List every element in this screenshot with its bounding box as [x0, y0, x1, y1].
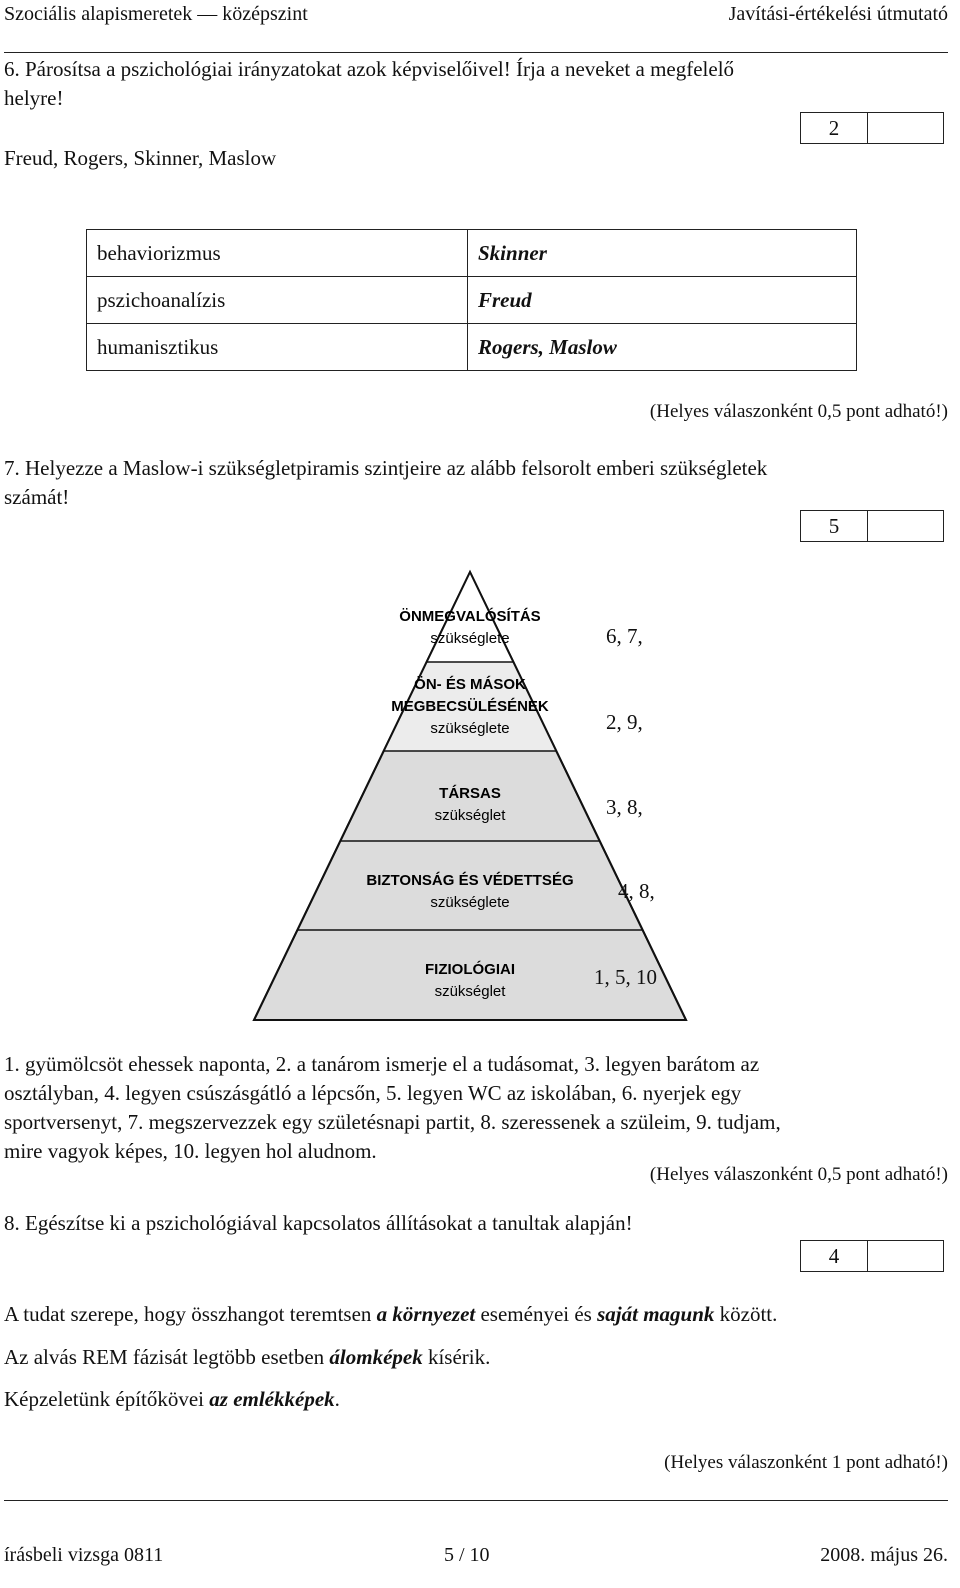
- q6-answer: Skinner: [468, 230, 857, 277]
- statement-answer: az emlékképek: [209, 1387, 335, 1411]
- footer-date: 2008. május 26.: [820, 1544, 948, 1566]
- level-subtitle: szükséglet: [434, 983, 506, 1000]
- q7-prompt-line1: 7. Helyezze a Maslow-i szükségletpiramis szintjeire az alább felsorolt emberi szükségletek: [4, 456, 768, 480]
- statement-answer: álomképek: [329, 1345, 423, 1369]
- statement-text: A tudat szerepe, hogy összhangot teremtsen: [4, 1302, 377, 1326]
- footer-rule: [4, 1500, 948, 1501]
- level-title: ÖN- ÉS MÁSOK: [414, 676, 526, 693]
- q6-term: humanisztikus: [87, 324, 468, 371]
- level-title: ÖNMEGVALÓSÍTÁS: [399, 608, 541, 625]
- statement-text: .: [334, 1387, 340, 1411]
- q8-statement-3: [4, 1387, 340, 1412]
- q6-answer: Freud: [468, 277, 857, 324]
- q6-scoring-note: (Helyes válaszonként 0,5 pont adható!): [649, 401, 948, 422]
- q6-answer: Rogers, Maslow: [468, 324, 857, 371]
- q8-score-box: [800, 1240, 944, 1272]
- q8-points: 4: [801, 1241, 868, 1271]
- level-title: BIZTONSÁG ÉS VÉDETTSÉG: [366, 872, 574, 889]
- q6-prompt-line1: 6. Párosítsa a pszichológiai irányzatokat azok képviselőivel! Írja a neveket a megfelelő: [4, 57, 735, 81]
- level-subtitle: szükséglete: [430, 720, 510, 737]
- footer-page-number: 5 / 10: [444, 1544, 490, 1566]
- q6-points: 2: [801, 113, 868, 143]
- level-subtitle: szükséglete: [430, 894, 510, 911]
- q6-term: behaviorizmus: [87, 230, 468, 277]
- level-answer: 6, 7,: [606, 624, 643, 648]
- statement-answer: a környezet: [376, 1302, 476, 1326]
- statement-text: Az alvás REM fázisát legtöbb esetben: [4, 1345, 330, 1369]
- level-subtitle: szükséglete: [430, 630, 510, 647]
- statement-answer: saját magunk: [597, 1302, 715, 1326]
- q7-needs-list-line: mire vagyok képes, 10. legyen hol aludnom.: [4, 1139, 377, 1163]
- level-title: FIZIOLÓGIAI: [425, 961, 515, 978]
- level-title-line2: MEGBECSÜLÉSÉNEK: [391, 698, 549, 715]
- q7-prompt-line2: számát!: [4, 485, 70, 509]
- header-guide-title: Javítási-értékelési útmutató: [728, 3, 948, 25]
- q8-statement-2: [4, 1345, 490, 1370]
- q7-points: 5: [801, 511, 868, 541]
- q7-needs-list-line: sportversenyt, 7. megszervezzek egy születésnapi partit, 8. szeressenek a szüleim, 9. tudjam,: [4, 1110, 781, 1134]
- level-answer: 3, 8,: [606, 795, 643, 819]
- q6-prompt-line2: helyre!: [4, 86, 64, 110]
- q8-prompt: 8. Egészítse ki a pszichológiával kapcsolatos állításokat a tanultak alapján!: [4, 1211, 633, 1235]
- q6-term: pszichoanalízis: [87, 277, 468, 324]
- level-title: TÁRSAS: [439, 785, 501, 802]
- level-subtitle: szükséglet: [434, 807, 506, 824]
- q7-needs-list-line: 1. gyümölcsöt ehessek naponta, 2. a tanárom ismerje el a tudásomat, 3. legyen barátom az: [4, 1052, 760, 1076]
- level-answer: 1, 5, 10: [594, 965, 657, 989]
- statement-text: eseményei és: [475, 1302, 598, 1326]
- q6-names-list: Freud, Rogers, Skinner, Maslow: [4, 146, 277, 170]
- statement-text: Képzeletünk építőkövei: [4, 1387, 210, 1411]
- level-answer: 2, 9,: [606, 710, 643, 734]
- q8-scoring-note: (Helyes válaszonként 1 pont adható!): [664, 1452, 948, 1473]
- q8-statement-1: [4, 1302, 777, 1327]
- level-answer: 4, 8,: [618, 879, 655, 903]
- q7-scoring-note: (Helyes válaszonként 0,5 pont adható!): [649, 1164, 948, 1185]
- header-subject: Szociális alapismeretek — középszint: [4, 3, 308, 25]
- footer-exam-code: írásbeli vizsga 0811: [4, 1544, 164, 1566]
- q7-needs-list-line: osztályban, 4. legyen csúszásgátló a lépcsőn, 5. legyen WC az iskolában, 6. nyerjek egy: [4, 1081, 742, 1105]
- statement-text: kísérik.: [422, 1345, 491, 1369]
- statement-text: között.: [714, 1302, 778, 1326]
